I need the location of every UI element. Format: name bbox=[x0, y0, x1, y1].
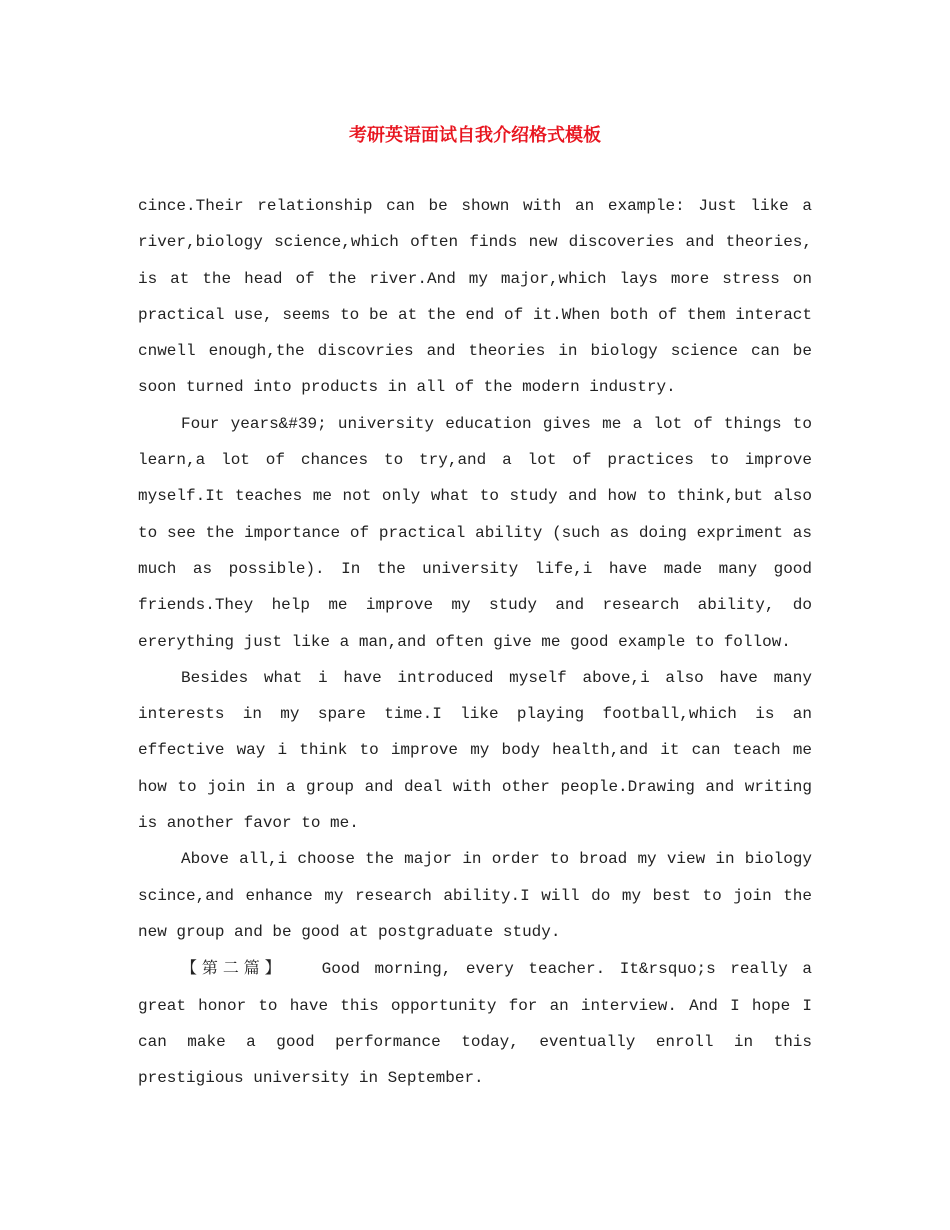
paragraph-1: cince.Their relationship can be shown with an example: Just like a river,biology science,which often finds new discoveries and theories, is at the head of the river.And my major,which lays more stress on practical use, seems to be at the end of it.When both of them interact cnwell enough,the discovries and theories in biology science can be soon turned into products in all of the modern industry. bbox=[138, 197, 812, 397]
paragraph-5 bbox=[138, 950, 812, 1096]
paragraph-5-text: Good morning, every teacher. It&rsquo;s really a great honor to have this opportunity for an interview. And I hope I can make a good performance today, eventually enroll in this prestigious university in September. bbox=[138, 960, 812, 1088]
section-label: 【第二篇】 bbox=[181, 958, 286, 978]
paragraph-4: Above all,i choose the major in order to broad my view in biology scince,and enhance my research ability.I will do my best to join the new group and be good at postgraduate study. bbox=[138, 850, 812, 941]
paragraph-2: Four years&#39; university education gives me a lot of things to learn,a lot of chances to try,and a lot of practices to improve myself.It teaches me not only what to study and how to think,but also to see the importance of practical ability (such as doing expriment as much as possible). In the university life,i have made many good friends.They help me improve my study and research ability, do ererything just like a man,and often give me good example to follow. bbox=[138, 414, 812, 651]
document-body bbox=[138, 188, 812, 1096]
document-title: 考研英语面试自我介绍格式模板 bbox=[349, 125, 601, 146]
paragraph-3: Besides what i have introduced myself above,i also have many interests in my spare time.I like playing football,which is an effective way i think to improve my body health,and it can teach me how to join in a group and deal with other people.Drawing and writing is another favor to me. bbox=[138, 668, 812, 833]
